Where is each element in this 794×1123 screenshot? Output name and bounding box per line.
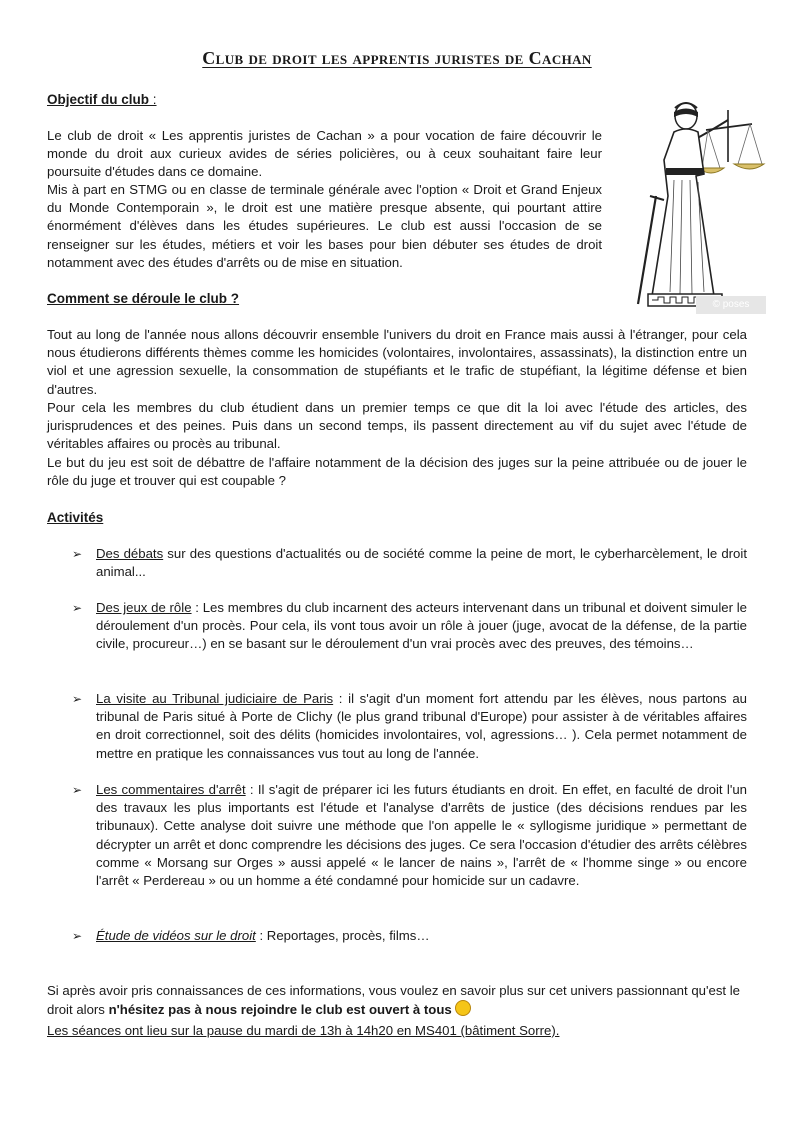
section-heading-deroulement: Comment se déroule le club ? xyxy=(47,291,240,306)
activity-item-jeux-de-role: Des jeux de rôle : Les membres du club incarnent des acteurs intervenant dans un tribunal et doivent simuler le déroulement d'un procès. Pour cela, ils vont tous avoir un rôle à jouer (juge, avocat de la défense, de la partie civile, procureur…) en se basant sur le déroulement d'un vrai procès avec des preuves, des témoins… xyxy=(96,600,748,652)
bullet-arrow-icon: ➢ xyxy=(72,929,83,943)
activity-item-visite-tribunal: La visite au Tribunal judiciaire de Paris : il s'agit d'un moment fort attendu par les élèves, nous partons au tribunal de Paris situé à Porte de Clichy (le plus grand tribunal d'Europe) pour assister à de véritables affaires en droit correctionnel, soit des délits (homicides involontaires, vol, agressions… ). Cela permet notamment de mettre en pratique les connaissances vus tout au long de l'année. xyxy=(96,691,747,761)
conclusion-paragraph: Si après avoir pris connaissances de ces informations, vous voulez en savoir plus sur cet univers passionnant qu'est le droit alors n'hésitez pas à nous rejoindre le club est ouvert à tous xyxy=(47,983,741,1018)
objectif-paragraph-1: Le club de droit « Les apprentis juristes de Cachan » a pour vocation de faire découvrir le monde du droit aux curieux avides de séries policières, ou à ceux souhaitant faire leur poursuite d'études dans ce domaine. xyxy=(47,128,602,180)
activity-item-debats: Des débats sur des questions d'actualités ou de société comme la peine de mort, le cyberharcèlement, le droit animal... xyxy=(96,546,747,580)
page-title: Club de droit les apprentis juristes de Cachan xyxy=(202,48,592,68)
deroulement-paragraph-3: Le but du jeu est soit de débattre de l'affaire notamment de la décision des juges sur la peine attribuée ou de jouer le rôle du juge et trouver qui est coupable ? xyxy=(47,455,747,489)
schedule-text: Les séances ont lieu sur la pause du mardi de 13h à 14h20 en MS401 (bâtiment Sorre). xyxy=(47,1023,560,1038)
bullet-arrow-icon: ➢ xyxy=(72,783,83,797)
activity-item-commentaires-arret: Les commentaires d'arrêt : Il s'agit de préparer ici les futurs étudiants en droit. En effet, en faculté de droit l'un des travaux les plus importants est l'étude et l'analyse d'arrêts de justice (des décisions rendues par les tribunaux). Cette analyse doit suivre une méthode que l'on appelle le « syllogisme juridique » permettant de décrypter un arrêt et donc comprendre les décisions des juges. Ce sera l'occasion d'étudier des arrêts célèbres comme « Morsang sur Orges » aussi appelé « le lancer de nains », l'arrêt de « l'homme singe » ou encore l'arrêt « Perdereau » ou un homme a été condamné pour homicide sur un cadavre. xyxy=(96,782,748,889)
section-heading-activites: Activités xyxy=(47,510,104,525)
smiley-icon xyxy=(455,1000,471,1016)
deroulement-paragraph-2: Pour cela les membres du club étudient dans un premier temps ce que dit la loi avec l'étude des articles, des jurisprudences et des peines. Puis dans un second temps, ils passent directement au vif du sujet avec l'étude de véritables affaires ou procès au tribunal. xyxy=(47,400,747,452)
objectif-paragraph-2: Mis à part en STMG ou en classe de terminale générale avec l'option « Droit et Grand Enjeux du Monde Contemporain », le droit est une matière presque absente, qui pourtant attire énormément d'élèves dans les études supérieures. Le club est aussi l'occasion de se renseigner sur les études, métiers et voir les bases pour bien débuter ses études de droit notamment avec des études d'arrêts ou de mise en situation. xyxy=(47,182,602,270)
bullet-arrow-icon: ➢ xyxy=(72,547,83,561)
bullet-arrow-icon: ➢ xyxy=(72,692,83,706)
deroulement-paragraph-1: Tout au long de l'année nous allons découvrir ensemble l'univers du droit en France mais aussi à l'étranger, pour cela nous étudierons différents thèmes comme les homicides (volontaires, involontaires, assassinats), la distinction entre un viol et une agression sexuelle, la consommation de stupéfiants et le trafic de stupéfiant, la légitime défense et bien d'autres. xyxy=(47,327,747,397)
section-heading-objectif: Objectif du club : xyxy=(47,92,157,107)
lady-justice-icon xyxy=(630,96,766,316)
bullet-arrow-icon: ➢ xyxy=(72,601,83,615)
image-watermark: © poses xyxy=(696,296,766,314)
activity-item-etude-videos: Étude de vidéos sur le droit : Reportages, procès, films… xyxy=(96,928,430,943)
